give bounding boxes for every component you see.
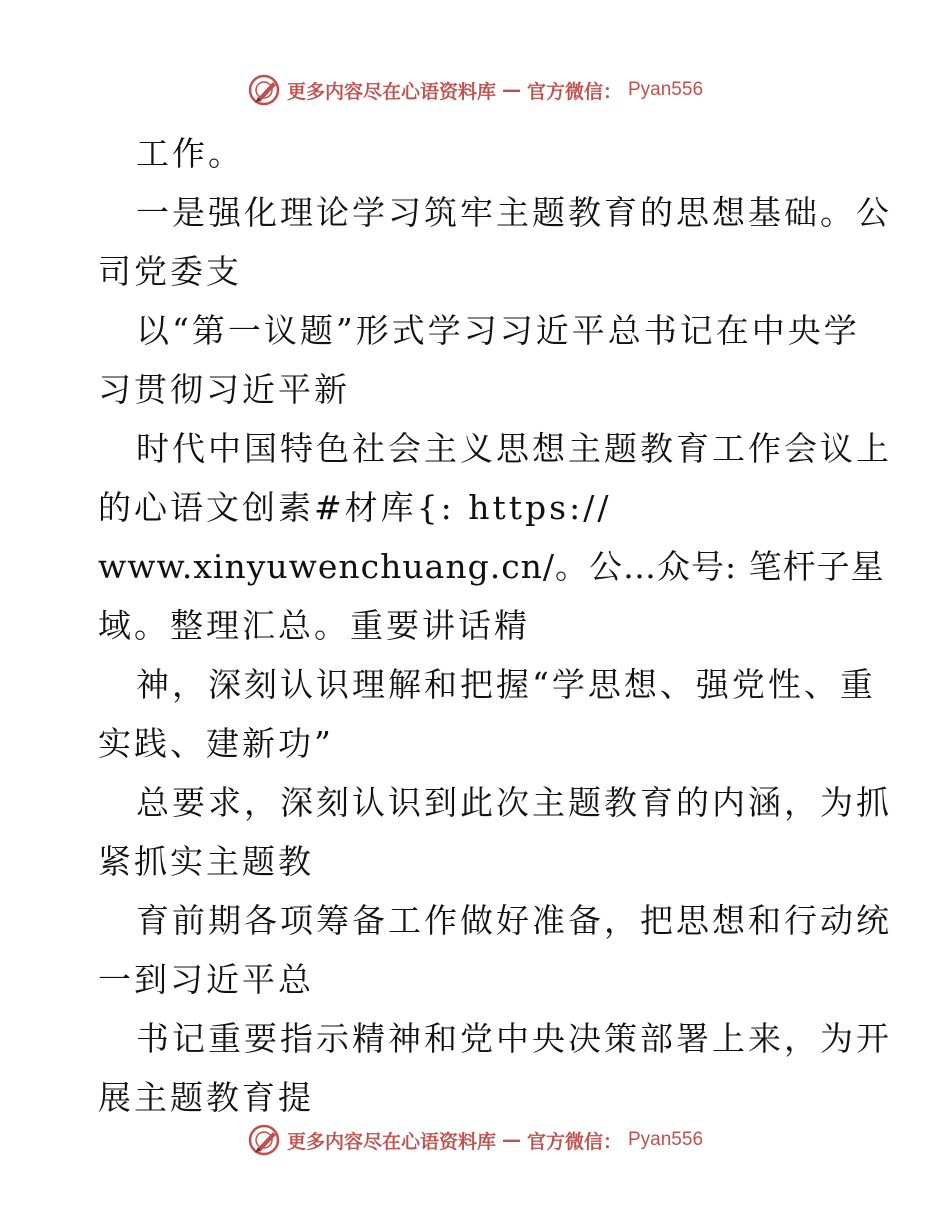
text-line: 一到习近平总 [98, 960, 314, 999]
text-line: 以“第一议题”形式学习习近平总书记在中央学 [136, 311, 860, 350]
banner-title: 更多内容尽在心语资料库 [286, 80, 496, 103]
text-line: 育前期各项筹备工作做好准备，把思想和行动统 [136, 901, 892, 940]
text-line: 神，深刻认识理解和把握“学思想、强党性、重 [136, 665, 876, 704]
banner-wechat-label: 官方微信： [526, 1130, 622, 1153]
banner-wechat-label: 官方微信： [526, 80, 622, 103]
text-line: 实践、建新功” [98, 724, 334, 763]
text-line: 的心语文创素#材库{: https:// [98, 488, 612, 527]
text-line: 紧抓实主题教 [98, 842, 314, 881]
banner-wechat-id: Pyan556 [628, 79, 704, 100]
text-line: 总要求，深刻认识到此次主题教育的内涵，为抓 [136, 783, 892, 822]
text-line: 书记重要指示精神和党中央决策部署上来，为开 [136, 1019, 892, 1058]
text-line: 司党委支 [98, 252, 242, 291]
text-line: 习贯彻习近平新 [98, 370, 350, 409]
banner-dash: — [501, 1129, 521, 1151]
banner-dash: — [501, 79, 521, 101]
header-banner [0, 70, 950, 110]
document-body [98, 124, 892, 1127]
text-line: 域。整理汇总。重要讲话精 [98, 606, 530, 645]
banner-wechat-id: Pyan556 [628, 1129, 704, 1150]
text-line: 一是强化理论学习筑牢主题教育的思想基础。公 [136, 193, 892, 232]
banner-title: 更多内容尽在心语资料库 [286, 1130, 496, 1153]
pen-nib-logo-icon [247, 73, 281, 107]
text-line: 工作。 [136, 134, 244, 173]
text-line: 时代中国特色社会主义思想主题教育工作会议上 [136, 429, 892, 468]
text-line: 展主题教育提 [98, 1078, 314, 1117]
footer-banner [0, 1120, 950, 1160]
text-line: www.xinyuwenchuang.cn/。公…众号: 笔杆子星 [98, 547, 885, 586]
pen-nib-logo-icon [247, 1123, 281, 1157]
